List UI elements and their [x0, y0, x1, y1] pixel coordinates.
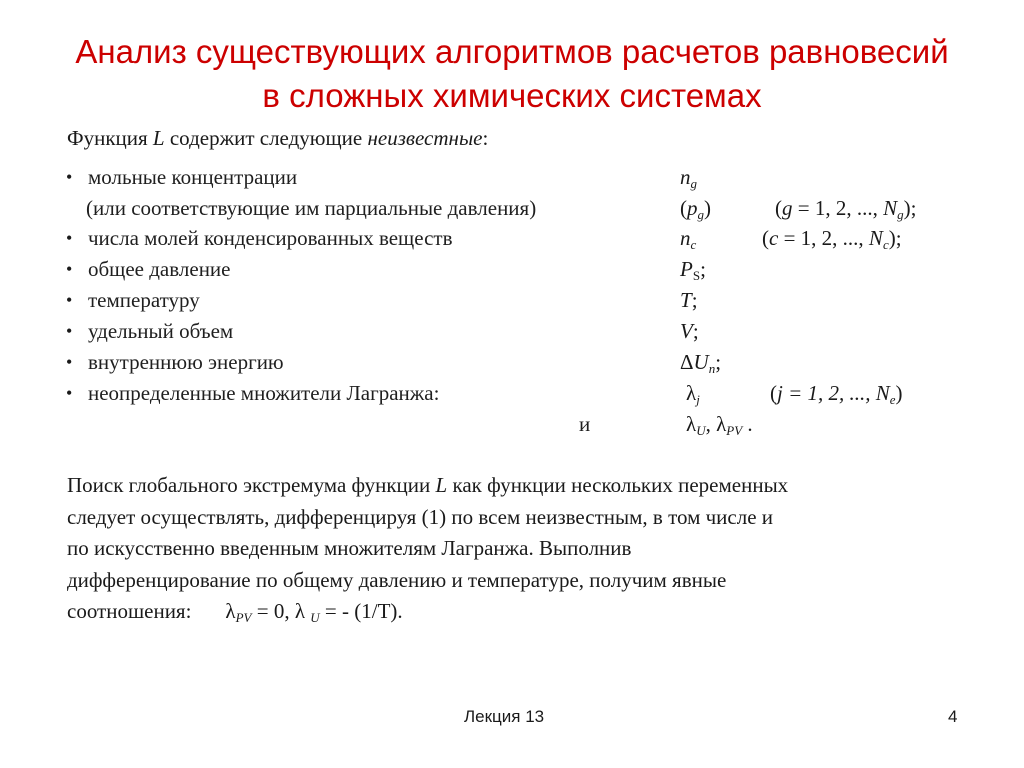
paragraph-line-2: следует осуществлять, дифференцируя (1) по всем неизвестным, в том числе и [67, 504, 774, 529]
intro-middle: содержит следующие [164, 126, 368, 150]
body-paragraph [67, 470, 967, 628]
symbol-ps: $P_S$; [680, 257, 706, 283]
list-item [0, 195, 1024, 221]
bullet: • [66, 352, 73, 372]
list-item [0, 318, 1024, 344]
intro-line [67, 125, 488, 151]
symbol-pg: $(p_g)$ [680, 196, 711, 222]
list-item [0, 349, 1024, 375]
list-item [0, 380, 1024, 406]
symbol-delta-un: $\Delta U_n$; [680, 350, 722, 376]
bullet: • [66, 321, 73, 341]
bullet: • [66, 383, 73, 403]
list-item [0, 287, 1024, 313]
item-label: удельный объем [88, 319, 234, 343]
range-c: (c = 1, 2, ..., $N_c$); [762, 226, 902, 252]
list-item [0, 164, 1024, 190]
intro-prefix: Функция [67, 126, 153, 150]
paragraph-line-3: по искусственно введенным множителям Лагранжа. Выполнив [67, 536, 632, 560]
bullet: • [66, 228, 73, 248]
page-number: 4 [948, 707, 958, 726]
paragraph-line-4: дифференцирование по общему давлению и температуре, получим явные [67, 567, 727, 592]
item-label: общее давление [88, 257, 231, 281]
list-item [0, 411, 1024, 437]
slide-title-line-1: Анализ существующих алгоритмов расчетов равновесий [75, 33, 949, 70]
bullet: • [66, 259, 73, 279]
symbol-nc: $n_c$ [680, 226, 697, 252]
intro-var-L: L [152, 126, 165, 150]
range-j: (j = 1, 2, ..., $N_e$) [770, 381, 903, 407]
paragraph-line-1: Поиск глобального экстремума функции L как функции нескольких переменных [67, 473, 789, 497]
eq-lambda-u: λ $_U$ [294, 599, 320, 625]
item-label: неопределенные множители Лагранжа: [88, 381, 440, 405]
symbol-t: T; [680, 288, 698, 312]
list-item [0, 256, 1024, 282]
range-g: (g = 1, 2, ..., $N_g$); [775, 196, 917, 222]
bullet: • [66, 167, 73, 187]
footer-lecture: Лекция 13 [464, 707, 545, 726]
paragraph-line-5: соотношения: $\lambda_{PV} = 0$, λ $_U$ = - (1/T). [67, 599, 403, 625]
item-label: числа молей конденсированных веществ [88, 226, 453, 250]
bullet: • [66, 290, 73, 310]
list-item [0, 225, 1024, 251]
symbol-ng: $n_g$ [680, 165, 697, 191]
slide-title [0, 30, 1024, 118]
eq-lambda-pv: $\lambda_{PV}$ [225, 599, 252, 625]
symbol-lambda-j: $\lambda_j$ [686, 381, 700, 407]
symbol-v: V; [680, 319, 699, 343]
slide-title-line-2: в сложных химических системах [262, 77, 762, 114]
item-label: мольные концентрации [88, 165, 298, 189]
item-label: внутреннюю энергию [88, 350, 284, 374]
intro-emph: неизвестные [367, 126, 483, 150]
item-label: температуру [88, 288, 200, 312]
item-label: и [579, 412, 591, 436]
item-label: (или соответствующие им парциальные давления) [86, 196, 537, 220]
symbol-lambda-u-pv: $\lambda_U$, $\lambda_{PV}$ . [686, 412, 753, 438]
intro-suffix: : [482, 126, 489, 150]
